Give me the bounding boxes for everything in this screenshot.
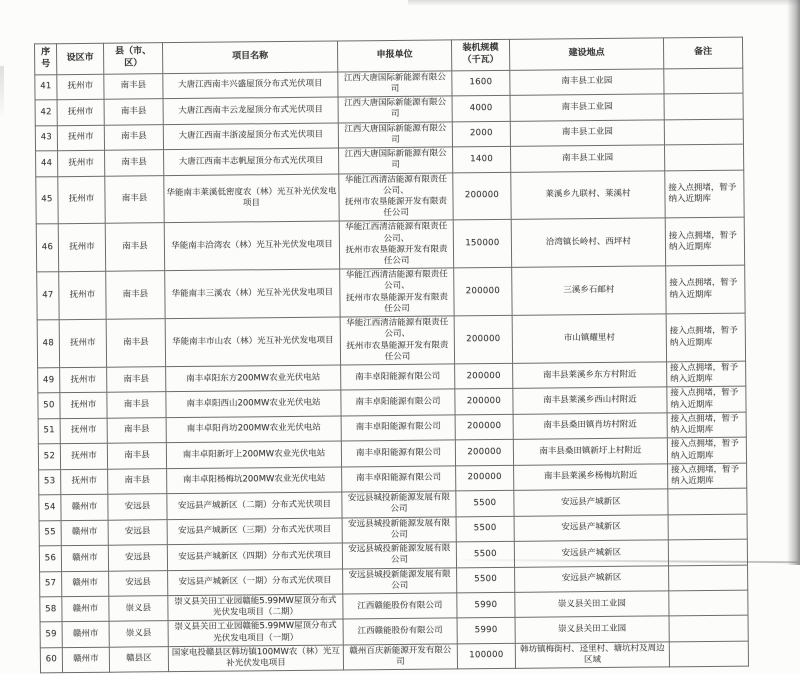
cell-location: 崇义县关田工业园 [515,591,669,618]
cell-capacity: 5500 [456,491,514,517]
cell-county: 南丰县 [107,418,166,444]
cell-capacity: 200000 [456,465,514,491]
cell-applicant: 华能江西清洁能源有限责任公司、 抚州市农垦能源开发有限责任公司 [340,268,454,317]
cell-city: 抚州市 [60,418,107,444]
scanned-document-page [34,37,750,674]
cell-county: 南丰县 [107,443,166,469]
cell-city: 抚州市 [61,469,108,495]
cell-remark: 接入点拥堵，暂予纳入近期库 [668,463,747,489]
cell-county: 安远县 [108,494,167,520]
cell-county: 南丰县 [108,468,167,494]
cell-project-name: 国家电投赣县区韩坊镇100MW农（林）光互补光伏发电项目 [168,645,343,672]
cell-project-name: 安远县产城新区（二期）分布式光伏项目 [167,492,342,519]
cell-serial-no: 51 [38,419,60,445]
cell-applicant: 江西大唐国际新能源有限公司 [338,96,452,123]
cell-serial-no: 43 [35,125,57,151]
cell-city: 赣州市 [62,622,109,648]
cell-city: 赣州市 [62,571,109,597]
cell-location: 南丰县莱溪乡杨梅坑附近 [514,464,668,491]
cell-applicant: 安远县城投新能源发展有限公司 [342,542,456,569]
cell-applicant: 南丰卓阳能源有限公司 [341,364,455,391]
cell-applicant: 安远县城投新能源发展有限公司 [343,567,457,594]
cell-applicant: 江西赣能股份有限公司 [343,593,457,620]
cell-project-name: 安远县产城新区（一期）分布式光伏项目 [168,568,343,595]
cell-project-name: 大唐江西南丰云龙屋顶分布式光伏项目 [163,97,338,124]
table-row [36,170,744,225]
cell-remark: 接入点拥堵，暂予纳入近期库 [666,265,745,314]
table-body [35,68,749,673]
cell-project-name: 南丰卓阳西山200MW农业光伏电站 [166,390,341,417]
cell-remark: 接入点拥堵，暂予纳入近期库 [667,412,746,438]
table-row [37,265,745,320]
cell-capacity: 200000 [454,315,512,363]
scan-artifact-right-band [787,0,800,565]
cell-serial-no: 50 [38,393,60,419]
cell-capacity: 1400 [453,146,511,172]
cell-city: 抚州市 [58,176,105,224]
cell-applicant: 安远县城投新能源发展有限公司 [342,517,456,544]
table-row [40,641,748,673]
cell-county: 崇义县 [109,621,168,647]
cell-city: 抚州市 [57,125,104,151]
cell-serial-no: 48 [37,320,59,368]
cell-capacity: 200000 [453,172,511,220]
cell-city: 赣州市 [62,596,109,622]
cell-applicant: 南丰卓阳能源有限公司 [341,440,455,467]
cell-county: 赣县区 [109,646,168,672]
scan-artifact-left-speck [0,66,4,120]
cell-county: 南丰县 [105,223,164,271]
col-header-remark: 备注 [663,37,742,69]
cell-serial-no: 52 [38,444,60,470]
cell-remark [664,68,743,94]
cell-serial-no: 60 [40,647,62,673]
cell-county: 南丰县 [104,99,163,125]
cell-project-name: 南丰卓阳杨梅坑200MW农业光伏电站 [167,467,342,494]
cell-city: 抚州市 [57,74,104,100]
cell-county: 南丰县 [105,150,164,176]
cell-serial-no: 57 [40,571,62,597]
cell-location: 南丰县莱溪乡东方村附近 [513,362,667,389]
cell-capacity: 5500 [456,541,514,567]
table-row [36,217,744,272]
cell-city: 抚州市 [58,150,105,176]
cell-location: 南丰县桑田镇新圩上村附近 [513,438,667,465]
cell-serial-no: 44 [36,151,58,177]
cell-serial-no: 58 [40,597,62,623]
table-row [37,313,745,368]
cell-remark: 接入点拥堵，暂予纳入近期库 [667,361,746,387]
cell-capacity: 200000 [455,389,513,415]
col-header-capacity: 装机规模 （千瓦） [451,39,509,70]
cell-remark [668,488,747,514]
cell-county: 南丰县 [104,73,163,99]
cell-capacity: 200000 [455,363,513,389]
cell-project-name: 华能南丰三溪农（林）光互补光伏发电项目 [165,269,340,319]
cell-location: 莱溪乡九联村、莱溪村 [511,170,665,219]
cell-serial-no: 45 [36,176,58,224]
cell-serial-no: 53 [39,469,61,495]
cell-applicant: 南丰卓阳能源有限公司 [342,466,456,493]
cell-remark [668,514,747,540]
cell-serial-no: 41 [35,74,57,100]
cell-county: 南丰县 [106,319,165,367]
cell-capacity: 5990 [457,618,515,644]
col-header-county: 县（市、 区） [103,43,162,74]
cell-applicant: 江西大唐国际新能源有限公司 [338,122,452,149]
cell-city: 赣州市 [61,494,108,520]
col-header-location: 建设地点 [509,38,663,70]
cell-location: 南丰县工业园 [510,120,664,147]
cell-location: 三溪乡石邮村 [512,266,666,315]
cell-project-name: 华能南丰莱溪低密度农（林）光互补光伏发电项目 [164,174,339,224]
cell-remark [668,539,747,565]
cell-remark [669,615,748,641]
cell-applicant: 赣州百庆新能源开发有限公司 [343,644,457,671]
cell-city: 抚州市 [60,367,107,393]
cell-location: 安远县产城新区 [515,565,669,592]
col-header-applicant: 申报单位 [337,40,451,72]
cell-capacity: 200000 [455,440,513,466]
cell-location: 安远县产城新区 [514,540,668,567]
cell-serial-no: 55 [39,520,61,546]
cell-project-name: 崇义县关田工业园赣能5.99MW屋顶分布式光伏发电项目（二期） [168,594,343,621]
cell-capacity: 5500 [456,516,514,542]
cell-location: 韩坊镇梅街村、迳里村、塘坑村及周边区域 [515,642,669,669]
cell-project-name: 崇义县关田工业园赣能5.99MW屋顶分布式光伏发电项目（一期） [168,619,343,646]
cell-location: 安远县产城新区 [514,489,668,516]
cell-project-name: 南丰卓阳东方200MW农业光伏电站 [166,365,341,392]
cell-capacity: 5500 [457,567,515,593]
cell-applicant: 江西大唐国际新能源有限公司 [338,71,452,98]
cell-applicant: 安远县城投新能源发展有限公司 [342,491,456,518]
cell-serial-no: 42 [35,100,57,126]
cell-remark [664,93,743,119]
cell-county: 南丰县 [107,392,166,418]
cell-location: 南丰县工业园 [511,145,665,172]
cell-project-name: 安远县产城新区（四期）分布式光伏项目 [167,543,342,570]
scan-artifact-top-smudge [408,0,800,6]
cell-city: 赣州市 [62,647,109,673]
cell-location: 洽湾镇长岭村、西坪村 [511,218,665,267]
pv-project-table [34,37,749,674]
cell-location: 南丰县桑田镇肖坊村附近 [513,413,667,440]
cell-city: 抚州市 [57,99,104,125]
cell-location: 南丰县工业园 [510,69,664,96]
cell-county: 南丰县 [105,175,164,223]
cell-capacity: 1600 [452,70,510,96]
cell-project-name: 华能南丰洽湾农（林）光互补光伏发电项目 [164,221,339,271]
cell-city: 抚州市 [60,444,107,470]
cell-remark: 接入点拥堵，暂予纳入近期库 [666,313,745,362]
cell-project-name: 华能南丰市山农（林）光互补光伏发电项目 [165,317,340,367]
cell-location: 南丰县莱溪乡西山村附近 [513,387,667,414]
cell-applicant: 华能江西清洁能源有限责任公司、 抚州市农垦能源开发有限责任公司 [339,172,453,221]
cell-project-name: 安远县产城新区（三期）分布式光伏项目 [167,518,342,545]
cell-remark [664,119,743,145]
cell-capacity: 100000 [457,643,515,669]
cell-remark [669,565,748,591]
cell-project-name: 南丰卓阳新圩上200MW农业光伏电站 [166,441,341,468]
cell-remark [669,590,748,616]
cell-applicant: 华能江西清洁能源有限责任公司、 抚州市农垦能源开发有限责任公司 [340,316,454,365]
cell-serial-no: 49 [38,368,60,394]
cell-project-name: 大唐江西南丰志帆屋顶分布式光伏项目 [164,148,339,175]
cell-capacity: 200000 [455,414,513,440]
cell-location: 南丰县工业园 [510,94,664,121]
cell-city: 抚州市 [60,393,107,419]
cell-applicant: 江西赣能股份有限公司 [343,618,457,645]
col-header-city: 设区市 [56,43,103,74]
cell-remark: 接入点拥堵，暂予纳入近期库 [665,170,744,219]
cell-applicant: 华能江西清洁能源有限责任公司、 抚州市农垦能源开发有限责任公司 [339,220,453,269]
cell-serial-no: 56 [39,546,61,572]
cell-remark: 接入点拥堵，暂予纳入近期库 [667,387,746,413]
cell-remark [669,641,748,667]
cell-county: 南丰县 [104,124,163,150]
cell-serial-no: 54 [39,495,61,521]
cell-location: 崇义县关田工业园 [515,616,669,643]
cell-city: 赣州市 [61,545,108,571]
cell-serial-no: 47 [37,272,59,320]
cell-project-name: 大唐江西南丰浙凌屋顶分布式光伏项目 [163,123,338,150]
cell-county: 南丰县 [107,367,166,393]
cell-remark: 接入点拥堵，暂予纳入近期库 [667,437,746,463]
cell-location: 市山镇耀里村 [512,314,666,363]
cell-city: 赣州市 [61,520,108,546]
cell-county: 安远县 [109,570,168,596]
cell-applicant: 南丰卓阳能源有限公司 [341,415,455,442]
cell-county: 崇义县 [109,596,168,622]
cell-remark: 接入点拥堵，暂予纳入近期库 [665,217,744,266]
cell-capacity: 200000 [454,268,512,316]
cell-project-name: 南丰卓阳肖坊200MW农业光伏电站 [166,416,341,443]
cell-capacity: 5990 [457,592,515,618]
cell-serial-no: 46 [36,224,58,272]
cell-capacity: 150000 [453,220,511,268]
cell-capacity: 4000 [452,96,510,122]
cell-project-name: 大唐江西南丰兴盛屋顶分布式光伏项目 [163,72,338,99]
col-header-project-name: 项目名称 [162,41,337,73]
cell-county: 南丰县 [106,271,165,319]
col-header-serial-no: 序 号 [34,44,56,75]
cell-county: 安远县 [108,545,167,571]
cell-city: 抚州市 [59,271,106,319]
cell-county: 安远县 [108,519,167,545]
cell-applicant: 南丰卓阳能源有限公司 [341,389,455,416]
cell-location: 安远县产城新区 [514,514,668,541]
cell-remark [664,144,743,170]
cell-city: 抚州市 [59,319,106,367]
cell-city: 抚州市 [58,224,105,272]
cell-serial-no: 59 [40,622,62,648]
cell-applicant: 江西大唐国际新能源有限公司 [339,147,453,174]
cell-capacity: 2000 [452,121,510,147]
